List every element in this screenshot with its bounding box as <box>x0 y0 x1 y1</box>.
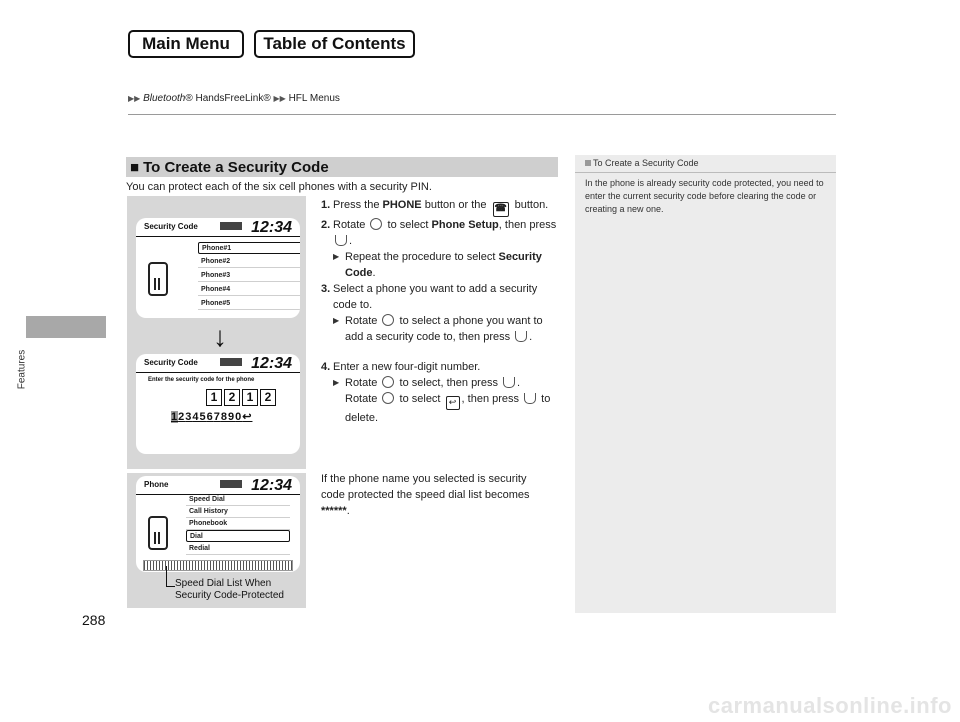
step-1: 1. Press the PHONE button or the ☎ button. <box>321 197 561 217</box>
section-heading <box>126 157 558 177</box>
phone-5-item[interactable]: Phone#5 <box>198 298 300 310</box>
sidebar-text: In the phone is already security code protected, you need to enter the current security code before clearing the code or creating a new one. <box>585 178 824 214</box>
speed-dial-item[interactable]: Speed Dial <box>186 494 290 506</box>
step-3-substep: ▶ Rotate to select a phone you want to add a security code to, then press . <box>333 315 543 343</box>
step-4-substep: ▶ Rotate to select, then press . Rotate to select ↩ , then press to delete. <box>333 377 551 424</box>
screen-title-bar <box>136 236 300 237</box>
note-marker-icon <box>585 160 591 166</box>
digit-key[interactable]: 3 <box>185 411 193 423</box>
code-prompt: Enter the security code for the phone <box>148 377 255 383</box>
digit-key[interactable]: 2 <box>178 411 186 423</box>
digit-key[interactable]: 4 <box>192 411 200 423</box>
watermark: carmanualsonline.info <box>708 693 952 718</box>
breadcrumb-arrow-icon: ▶▶ <box>273 94 286 103</box>
main-menu-button[interactable]: Main Menu <box>128 30 244 58</box>
screen-title-bar <box>136 372 300 373</box>
digit-key[interactable]: 0 <box>235 411 243 423</box>
digit-key[interactable]: 8 <box>220 411 228 423</box>
phone-1-item[interactable]: Phone#1 <box>198 242 300 254</box>
dial-item[interactable]: Dial <box>186 530 290 542</box>
press-dial-icon <box>335 235 347 246</box>
code-digit-box: 1 <box>242 389 258 406</box>
redial-item[interactable]: Redial <box>186 543 290 555</box>
screen-title: Security Code <box>144 358 198 367</box>
phone-2-item[interactable]: Phone#2 <box>198 256 300 268</box>
code-digit-box: 2 <box>224 389 240 406</box>
step-4: 4. Enter a new four-digit number. <box>321 361 481 373</box>
chapter-tab <box>26 316 106 338</box>
interface-dial-icon <box>370 218 382 230</box>
speed-dial-note: If the phone name you selected is security code protected the speed dial list becomes ******. <box>321 473 530 517</box>
sidebar-note <box>575 155 836 613</box>
phone-icon <box>148 262 168 296</box>
header-divider <box>128 114 836 115</box>
breadcrumb <box>128 93 340 104</box>
screen-security-code-entry <box>136 354 300 454</box>
phone-4-item[interactable]: Phone#4 <box>198 284 300 296</box>
instruction-steps <box>321 197 561 426</box>
substep-arrow-icon: ▶ <box>333 252 340 261</box>
press-dial-icon <box>503 377 515 388</box>
screen-title: Phone <box>144 480 169 489</box>
press-dial-icon <box>524 393 536 404</box>
signal-status-icon <box>220 358 242 366</box>
step-2-substep: ▶ Repeat the procedure to select Security Code. <box>333 251 542 279</box>
caption-leader-line <box>166 566 175 587</box>
interface-dial-icon <box>382 376 394 388</box>
call-history-item[interactable]: Call History <box>186 506 290 518</box>
code-entry-boxes <box>206 388 278 406</box>
page-number: 288 <box>82 612 106 628</box>
phone-3-item[interactable]: Phone#3 <box>198 270 300 282</box>
arrow-down-icon: ↓ <box>213 321 227 352</box>
breadcrumb-hfl-menus[interactable]: HFL Menus <box>288 93 340 104</box>
screen-clock: 12:34 <box>251 219 292 236</box>
phone-button-icon: ☎ <box>493 202 509 217</box>
signal-status-icon <box>220 222 242 230</box>
screen-security-code-select <box>136 218 300 318</box>
digit-key[interactable]: 7 <box>213 411 221 423</box>
sidebar-title: To Create a Security Code <box>585 158 699 168</box>
interface-dial-icon <box>382 314 394 326</box>
breadcrumb-bluetooth[interactable]: Bluetooth <box>143 93 186 104</box>
screen-title: Security Code <box>144 222 198 231</box>
code-digit-box: 1 <box>206 389 222 406</box>
substep-arrow-icon: ▶ <box>333 316 340 325</box>
phone-icon <box>148 516 168 550</box>
sidebar-divider <box>575 172 836 173</box>
substep-arrow-icon: ▶ <box>333 378 340 387</box>
breadcrumb-hfl[interactable]: ® HandsFreeLink® <box>185 93 271 104</box>
digit-key[interactable]: 9 <box>228 411 236 423</box>
backspace-key-icon[interactable]: ↩ <box>242 411 253 423</box>
digit-key[interactable]: 6 <box>206 411 214 423</box>
digit-selector <box>171 410 252 423</box>
section-title: To Create a Security Code <box>143 158 329 176</box>
digit-key[interactable]: 1 <box>171 411 179 423</box>
screen-phone-menu <box>136 476 300 572</box>
section-marker-icon: ■ <box>130 158 140 176</box>
interface-dial-icon <box>382 392 394 404</box>
code-digit-box: 2 <box>260 389 276 406</box>
phonebook-item[interactable]: Phonebook <box>186 518 290 530</box>
screen-clock: 12:34 <box>251 477 292 494</box>
digit-key[interactable]: 5 <box>199 411 207 423</box>
chapter-label: Features <box>16 349 28 390</box>
table-of-contents-button[interactable]: Table of Contents <box>254 30 415 58</box>
signal-status-icon <box>220 480 242 488</box>
breadcrumb-arrow-icon: ▶▶ <box>128 94 141 103</box>
screen-clock: 12:34 <box>251 355 292 372</box>
press-dial-icon <box>515 331 527 342</box>
screen-caption: Speed Dial List When Security Code-Protected <box>175 578 284 601</box>
intro-text: You can protect each of the six cell phones with a security PIN. <box>126 181 432 193</box>
step-3: 3. Select a phone you want to add a security code to. <box>321 283 538 311</box>
backspace-icon: ↩ <box>446 396 460 410</box>
step-2: 2. Rotate to select Phone Setup, then press . <box>321 219 557 247</box>
